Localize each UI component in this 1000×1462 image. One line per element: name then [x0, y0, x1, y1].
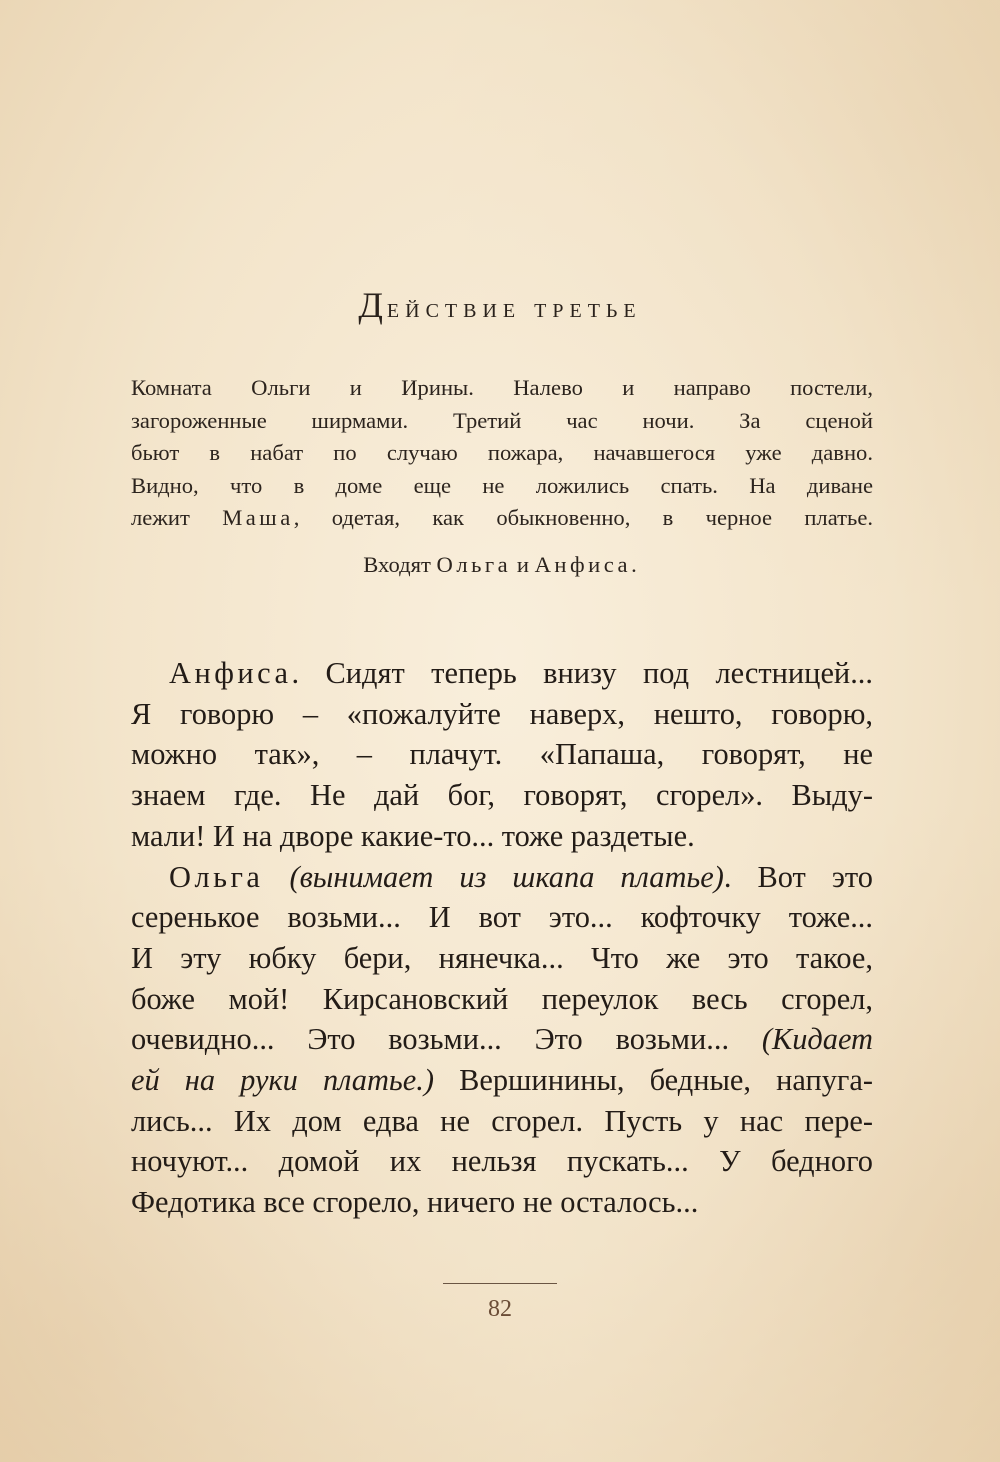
dialogue-line: И эту юбку бери, нянечка... Что же это такое,: [131, 940, 873, 975]
act-title-rest: ействие третье: [386, 293, 642, 324]
entrance-text: и: [511, 552, 535, 577]
speech-text: . Сидят теперь внизу под лестницей...: [291, 656, 873, 690]
page-number: 82: [488, 1296, 512, 1322]
dialogue-line: Федотика все сгорело, ничего не осталось...: [131, 1185, 699, 1220]
stage-remark: (Кидает: [761, 1022, 873, 1057]
speaker-anfisa: Анфиса: [169, 656, 292, 690]
entrance-text: .: [631, 552, 637, 577]
dialogue-line: [131, 1060, 873, 1101]
dialogue-body: [131, 653, 873, 1223]
dialogue-line: серенькое возьми... И вот это... кофточку тоже...: [131, 900, 873, 935]
speech-text: очевидно... Это возьми... Это возьми...: [131, 1022, 762, 1057]
speech-text: . Вот это: [723, 859, 873, 894]
stage-direction: [131, 372, 873, 535]
act-title-initial: Д: [358, 285, 387, 325]
character-name-anfisa: Анфиса: [534, 552, 632, 577]
character-name-masha: Маша: [222, 505, 294, 531]
footer-divider: [443, 1283, 557, 1284]
character-name-olga: Ольга: [436, 552, 512, 577]
dialogue-line: можно так», – плачут. «Папаша, говорят, не: [131, 737, 873, 772]
dialogue-line: ночуют... домой их нельзя пускать... У бедного: [131, 1144, 873, 1179]
speaker-olga: Ольга: [169, 859, 264, 894]
entrance-text: Входят: [363, 552, 437, 577]
dialogue-line: знаем где. Не дай бог, говорят, сгорел». Выду-: [131, 778, 873, 813]
dialogue-line: Я говорю – «пожалуйте наверх, нешто, говорю,: [131, 696, 873, 731]
dialogue-line: мали! И на дворе какие-то... тоже раздетые.: [131, 818, 695, 853]
act-title: [0, 284, 1000, 326]
stage-line: [131, 502, 873, 535]
dialogue-line: [131, 1019, 873, 1060]
stage-line: загороженные ширмами. Третий час ночи. За сценой: [131, 407, 873, 433]
stage-line: Видно, что в доме еще не ложились спать. На диване: [131, 472, 873, 498]
dialogue-line: [131, 857, 873, 898]
stage-text: , одетая, как обыкновенно, в черное платье.: [293, 505, 873, 531]
stage-text: лежит: [131, 505, 223, 531]
dialogue-line: [131, 653, 873, 694]
entrance-direction: [0, 552, 1000, 578]
stage-line: Комната Ольги и Ирины. Налево и направо постели,: [131, 375, 873, 400]
stage-line: бьют в набат по случаю пожара, начавшегося уже давно.: [131, 440, 873, 466]
dialogue-line: боже мой! Кирсановский переулок весь сгорел,: [131, 981, 873, 1016]
stage-remark: (вынимает из шкапа платье): [289, 859, 724, 894]
speech-text: Вершинины, бедные, напуга-: [433, 1063, 873, 1098]
dialogue-line: лись... Их дом едва не сгорел. Пусть у нас пере-: [131, 1103, 873, 1138]
stage-remark: ей на руки платье.): [131, 1063, 434, 1098]
